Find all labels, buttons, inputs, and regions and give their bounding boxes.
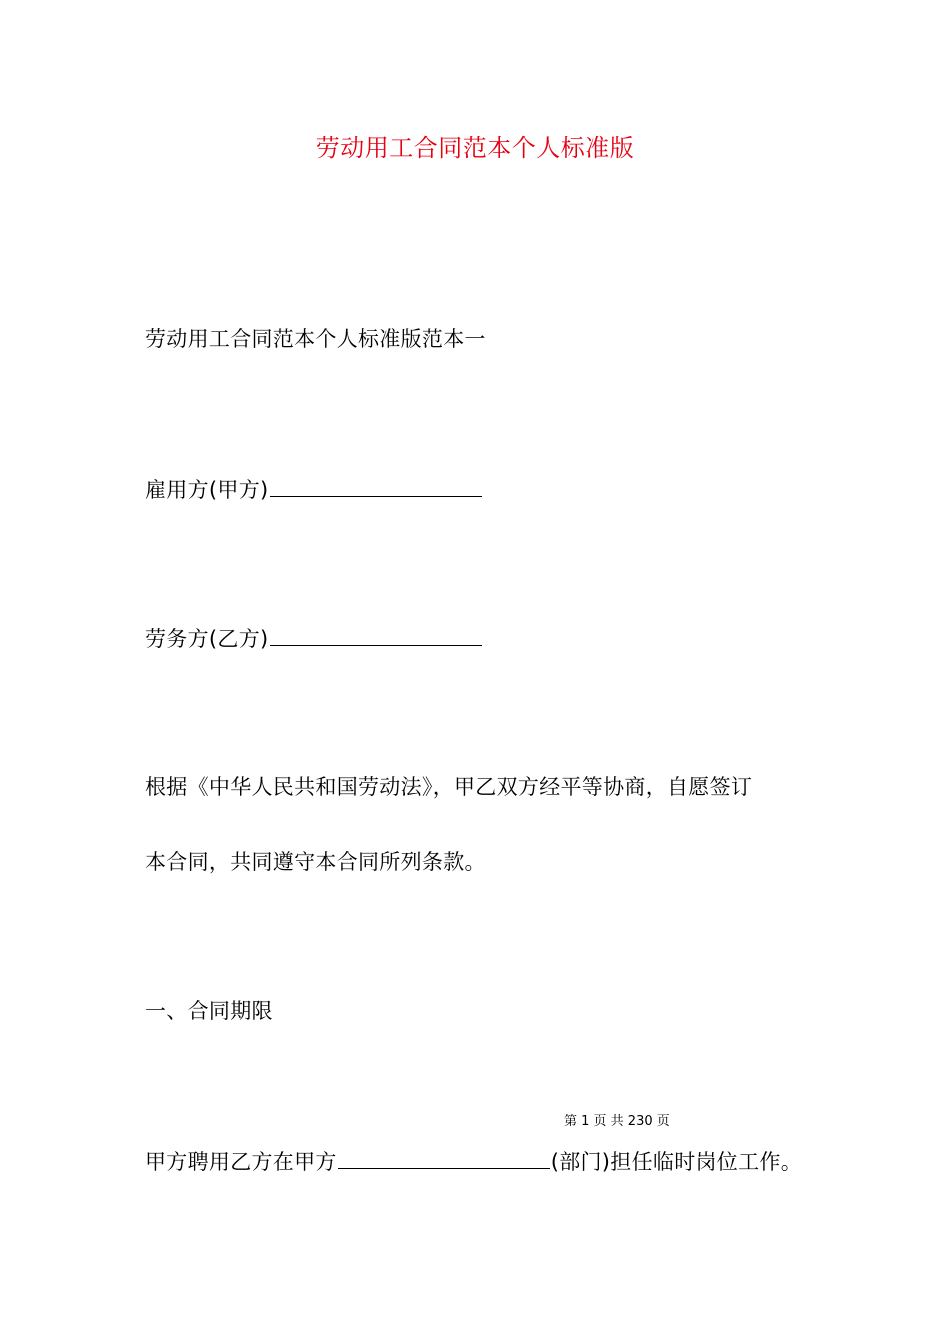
page-footer: 第 1 页 共 230 页 bbox=[564, 1114, 670, 1129]
employer-line bbox=[145, 474, 483, 505]
section-1-text-before: 甲方聘用乙方在甲方 bbox=[145, 1150, 337, 1174]
document-title: 劳动用工合同范本个人标准版 bbox=[315, 134, 635, 162]
paragraph-line-2: 本合同，共同遵守本合同所列条款。 bbox=[145, 850, 486, 874]
employee-blank-field bbox=[270, 623, 482, 646]
employer-blank-field bbox=[270, 474, 482, 497]
section-heading-contract-term: 一、合同期限 bbox=[145, 999, 273, 1023]
section-1-text-after: (部门)担任临时岗位工作。 bbox=[550, 1150, 802, 1174]
employee-label: 劳务方(乙方) bbox=[145, 627, 269, 651]
employee-line bbox=[145, 623, 483, 654]
section-1-text-line bbox=[145, 1146, 802, 1177]
document-subtitle: 劳动用工合同范本个人标准版范本一 bbox=[145, 327, 486, 351]
paragraph-line-1: 根据《中华人民共和国劳动法》，甲乙双方经平等协商，自愿签订 bbox=[145, 775, 753, 799]
department-blank-field bbox=[338, 1146, 550, 1169]
employer-label: 雇用方(甲方) bbox=[145, 478, 269, 502]
